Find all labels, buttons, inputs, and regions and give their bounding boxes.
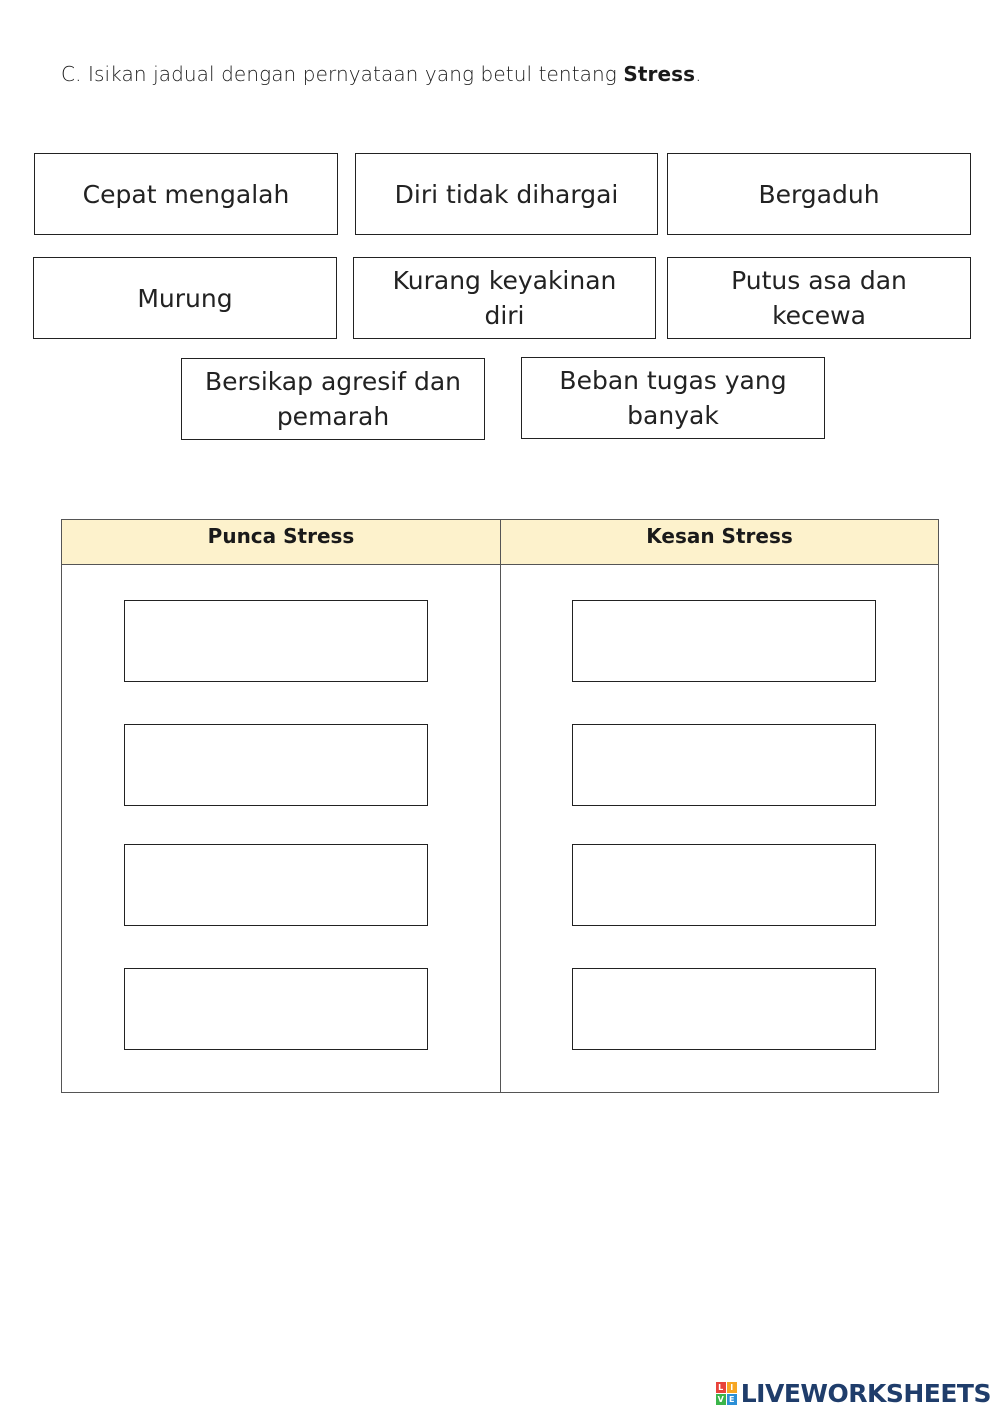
column-divider	[500, 520, 501, 1092]
option-diri-tidak-dihargai[interactable]: Diri tidak dihargai	[355, 153, 658, 235]
option-murung[interactable]: Murung	[33, 257, 337, 339]
kesan-drop-box-1[interactable]	[572, 600, 876, 682]
logo-letter-v: V	[717, 1395, 724, 1404]
liveworksheets-logo-icon	[716, 1382, 737, 1405]
instruction-text	[61, 62, 702, 86]
instruction-suffix: .	[695, 62, 702, 86]
liveworksheets-brand	[716, 1379, 991, 1408]
option-bersikap-agresif-dan-pemarah[interactable]: Bersikap agresif dan pemarah	[181, 358, 485, 440]
liveworksheets-wordmark: LIVEWORKSHEETS	[740, 1379, 991, 1408]
punca-drop-box-2[interactable]	[124, 724, 428, 806]
stress-table	[61, 519, 939, 1093]
punca-drop-box-4[interactable]	[124, 968, 428, 1050]
header-kesan-stress: Kesan Stress	[646, 524, 793, 548]
option-putus-asa-dan-kecewa[interactable]: Putus asa dan kecewa	[667, 257, 971, 339]
logo-letter-l: L	[716, 1382, 726, 1393]
kesan-drop-box-2[interactable]	[572, 724, 876, 806]
kesan-drop-box-4[interactable]	[572, 968, 876, 1050]
option-cepat-mengalah[interactable]: Cepat mengalah	[34, 153, 338, 235]
instruction-prefix: C. Isikan jadual dengan pernyataan yang betul tentang	[61, 62, 624, 86]
option-beban-tugas-yang-banyak[interactable]: Beban tugas yang banyak	[521, 357, 825, 439]
kesan-drop-box-3[interactable]	[572, 844, 876, 926]
header-punca-stress: Punca Stress	[207, 524, 355, 548]
punca-drop-box-1[interactable]	[124, 600, 428, 682]
option-kurang-keyakinan-diri[interactable]: Kurang keyakinan diri	[353, 257, 656, 339]
option-bergaduh[interactable]: Bergaduh	[667, 153, 971, 235]
instruction-bold: Stress	[623, 62, 696, 86]
logo-letter-e: E	[727, 1394, 737, 1405]
logo-letter-i: I	[727, 1382, 737, 1393]
punca-drop-box-3[interactable]	[124, 844, 428, 926]
